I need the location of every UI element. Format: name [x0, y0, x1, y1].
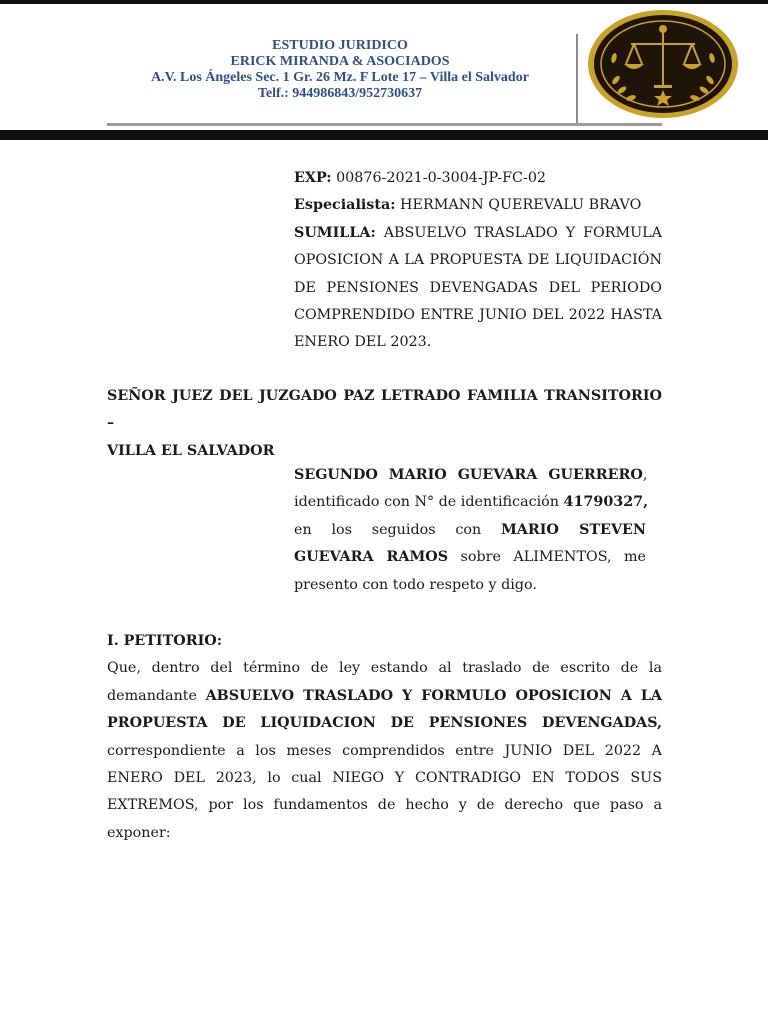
intro-line-2	[294, 489, 649, 516]
exp-value: 00876-2021-0-3004-JP-FC-02	[336, 170, 547, 186]
addressee-line-2: VILLA EL SALVADOR	[107, 442, 275, 459]
exp-line	[294, 165, 662, 192]
firm-name: ESTUDIO JURIDICO	[272, 38, 408, 53]
header-divider	[576, 34, 578, 124]
sumilla-label: SUMILLA:	[294, 224, 376, 241]
sobre-text: sobre ALIMENTOS, me	[460, 549, 646, 566]
especialista-label: Especialista:	[294, 197, 396, 214]
intro-line-5: presento con todo respeto y digo.	[294, 576, 537, 593]
sumilla-line-3: DE PENSIONES DEVENGADAS DEL PERIODO	[294, 279, 662, 296]
firm-address: A.V. Los Ángeles Sec. 1 Gr. 26 Mz. F Lote 17 – Villa el Salvador	[151, 70, 529, 85]
intro-line-4	[294, 544, 646, 571]
firm-phone: Telf.: 944986843/952730637	[257, 86, 423, 101]
petitorio-line-7: exponer:	[107, 824, 171, 841]
opponent-name-2: GUEVARA RAMOS	[294, 549, 449, 566]
especialista-line	[294, 192, 662, 219]
scales-of-justice-icon	[586, 8, 740, 120]
id-number: 41790327,	[563, 494, 649, 511]
opponent-name-1: MARIO STEVEN	[500, 521, 647, 538]
header-band	[0, 130, 768, 140]
top-border	[0, 0, 768, 4]
sumilla-line-4: COMPRENDIDO ENTRE JUNIO DEL 2022 HASTA	[294, 307, 662, 324]
firm-partners: ERICK MIRANDA & ASOCIADOS	[230, 54, 450, 69]
intro-line-3	[294, 517, 646, 544]
addressee	[107, 383, 662, 465]
sumilla-line-5: ENERO DEL 2023.	[294, 334, 432, 351]
petitorio-section	[107, 628, 662, 847]
seguidos-text: en los seguidos con	[294, 521, 482, 538]
petitorio-bold-2: ABSUELVO TRASLADO Y FORMULO OPOSICION A LA	[205, 687, 663, 704]
petitorio-heading: I. PETITORIO:	[107, 633, 223, 649]
letterhead	[130, 38, 550, 102]
case-block	[294, 165, 662, 357]
petitorio-plain-2: demandante	[107, 687, 197, 704]
comma: ,	[642, 467, 648, 483]
petitorio-line-3: PROPUESTA DE LIQUIDACION DE PENSIONES DEVENGADAS,	[107, 715, 662, 732]
sumilla-line-2: OPOSICION A LA PROPUESTA DE LIQUIDACIÓN	[294, 252, 662, 269]
header-rule	[107, 123, 662, 126]
exp-label: EXP:	[294, 170, 332, 186]
sumilla-line-1	[294, 220, 662, 247]
sumilla-text-1: ABSUELVO TRASLADO Y FORMULA	[383, 224, 662, 241]
especialista-value: HERMANN QUEREVALU BRAVO	[400, 197, 642, 214]
intro-line-1	[294, 462, 646, 489]
petitorio-line-6: EXTREMOS, por los fundamentos de hecho y de derecho que paso a	[107, 797, 662, 814]
petitorio-line-1: Que, dentro del término de ley estando al traslado de escrito de la	[107, 660, 662, 677]
intro-block	[294, 462, 649, 599]
party-name: SEGUNDO MARIO GUEVARA GUERRERO	[294, 467, 643, 483]
petitorio-line-5: ENERO DEL 2023, lo cual NIEGO Y CONTRADIGO EN TODOS SUS	[107, 770, 662, 787]
petitorio-line-2	[107, 683, 662, 710]
id-text: identificado con N° de identificación	[294, 494, 559, 511]
addressee-line-1: SEÑOR JUEZ DEL JUZGADO PAZ LETRADO FAMILIA TRANSITORIO –	[107, 388, 662, 432]
petitorio-line-4: correspondiente a los meses comprendidos entre JUNIO DEL 2022 A	[107, 742, 662, 759]
